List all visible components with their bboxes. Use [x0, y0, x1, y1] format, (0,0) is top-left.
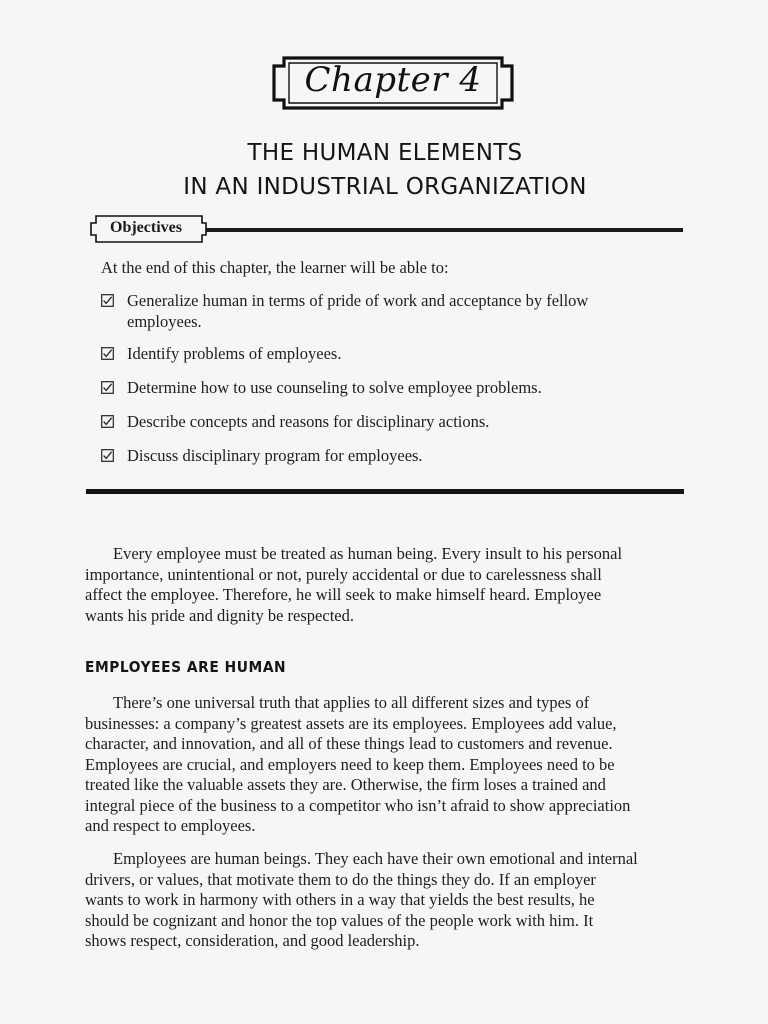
paragraph-line: shows respect, consideration, and good leadership. [85, 931, 420, 950]
chapter-banner [270, 54, 516, 112]
paragraph-line: wants his pride and dignity be respected. [85, 605, 354, 625]
checkbox-checked-icon [101, 381, 114, 394]
objective-text: Generalize human in terms of pride of work and acceptance by fellow [127, 291, 589, 310]
checkbox-checked-icon [101, 415, 114, 428]
paragraph-line: integral piece of the business to a competitor who isn’t afraid to show appreciation [85, 795, 631, 815]
paragraph-line: wants to work in harmony with others in a way that yields the best results, he [85, 890, 595, 909]
objective-item [101, 445, 661, 466]
paragraph-line: should be cognizant and honor the top values of the people work with him. It [85, 910, 594, 930]
objectives-heading: Objectives [110, 219, 182, 236]
paragraph-line: Employees are crucial, and employers need to keep them. Employees need to be [85, 754, 615, 774]
objective-item [101, 290, 661, 332]
objectives-rule [206, 228, 683, 232]
section-heading: EMPLOYEES ARE HUMAN [85, 658, 287, 676]
checkbox-checked-icon [101, 294, 114, 307]
paragraph-line: importance, unintentional or not, purely accidental or due to carelessness shall [85, 564, 602, 584]
paragraph-line: drivers, or values, that motivate them to do the things they do. If an employer [85, 869, 596, 889]
body-paragraph-2 [85, 693, 685, 837]
objective-item [101, 377, 661, 398]
body-paragraph-1 [85, 544, 685, 626]
body-paragraph-3 [85, 849, 685, 952]
paragraph-line: and respect to employees. [85, 816, 256, 835]
paragraph-line: treated like the valuable assets they are. Otherwise, the firm loses a trained and [85, 775, 606, 794]
objective-item [101, 411, 661, 432]
paragraph-line: Employees are human beings. They each have their own emotional and internal [113, 849, 638, 868]
objective-text: Describe concepts and reasons for disciplinary actions. [127, 412, 490, 431]
paragraph-line: character, and innovation, and all of these things lead to customers and revenue. [85, 734, 613, 753]
paragraph-line: Every employee must be treated as human being. Every insult to his personal [113, 544, 623, 563]
objectives-tag [88, 213, 208, 245]
objective-text: Determine how to use counseling to solve employee problems. [127, 378, 542, 397]
paragraph-line: businesses: a company’s greatest assets are its employees. Employees add value, [85, 713, 617, 733]
checkbox-checked-icon [101, 347, 114, 360]
checkbox-checked-icon [101, 449, 114, 462]
objective-text: Identify problems of employees. [127, 344, 342, 363]
paragraph-line: affect the employee. Therefore, he will seek to make himself heard. Employee [85, 585, 602, 604]
chapter-title-line-2: IN AN INDUSTRIAL ORGANIZATION [183, 174, 587, 200]
section-divider [86, 489, 684, 494]
objectives-intro: At the end of this chapter, the learner will be able to: [101, 258, 449, 277]
objective-text-continued: employees. [127, 312, 202, 331]
paragraph-line: There’s one universal truth that applies to all different sizes and types of [113, 693, 590, 712]
chapter-label: Chapter 4 [304, 60, 482, 100]
chapter-title-line-1: THE HUMAN ELEMENTS [247, 140, 523, 166]
objective-text: Discuss disciplinary program for employees. [127, 446, 423, 465]
objective-item [101, 343, 661, 364]
objectives-list [101, 290, 661, 466]
